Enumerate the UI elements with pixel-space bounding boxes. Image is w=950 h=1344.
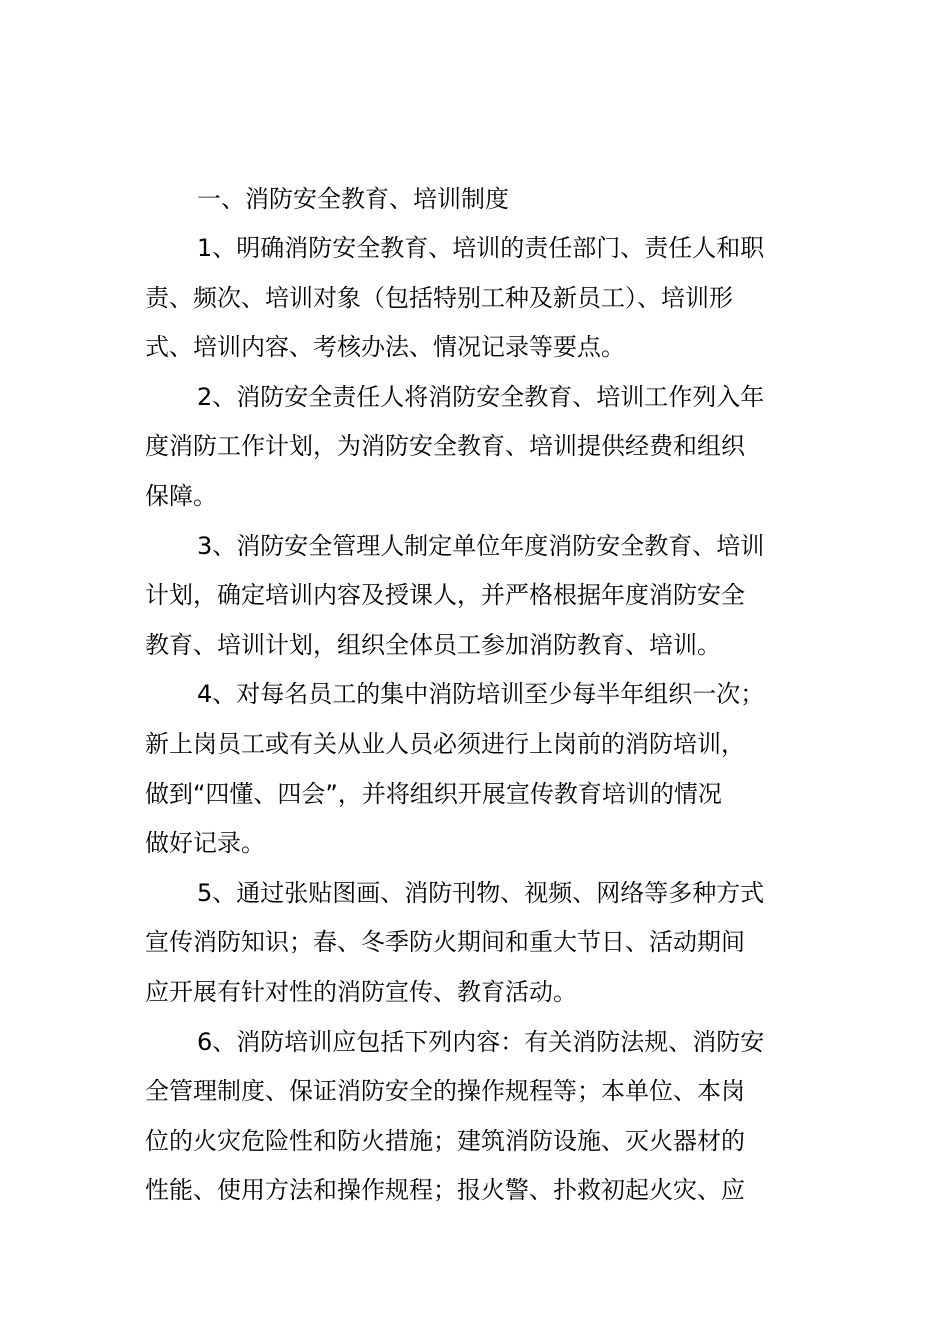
text-line: 度消防工作计划，为消防安全教育、培训提供经费和组织 [145,432,745,461]
document-body [145,174,809,1216]
text-line: 6、消防培训应包括下列内容：有关消防法规、消防安 [197,1027,765,1056]
paragraph-6 [145,1018,809,1216]
text-line: 保障。 [145,481,217,510]
text-line: 宣传消防知识；春、冬季防火期间和重大节日、活动期间 [145,928,745,957]
text-line: 做到“四懂、四会”，并将组织开展宣传教育培训的情况 [145,779,722,808]
text-line: 全管理制度、保证消防安全的操作规程等；本单位、本岗 [145,1077,745,1106]
text-line: 新上岗员工或有关从业人员必须进行上岗前的消防培训， [145,729,745,758]
section-heading: 一、消防安全教育、培训制度 [197,185,509,213]
text-line: 位的火灾危险性和防火措施；建筑消防设施、灭火器材的 [145,1126,745,1155]
paragraph-4 [145,670,809,868]
text-line: 1、明确消防安全教育、培训的责任部门、责任人和职 [197,234,765,262]
paragraph-2 [145,373,809,522]
paragraph-5 [145,869,809,1018]
paragraph-1 [145,224,809,373]
text-line: 责、频次、培训对象（包括特别工种及新员工）、培训形 [145,283,733,312]
text-line: 应开展有针对性的消防宣传、教育活动。 [145,977,577,1006]
text-line: 5、通过张贴图画、消防刊物、视频、网络等多种方式 [197,878,765,907]
text-line: 做好记录。 [145,829,265,858]
paragraph-3 [145,522,809,671]
text-line: 4、对每名员工的集中消防培训至少每半年组织一次； [197,680,765,709]
text-line: 性能、使用方法和操作规程；报火警、扑救初起火灾、应 [145,1176,745,1205]
text-line: 2、消防安全责任人将消防安全教育、培训工作列入年 [197,382,765,411]
text-line: 教育、培训计划，组织全体员工参加消防教育、培训。 [145,630,721,659]
text-line: 式、培训内容、考核办法、情况记录等要点。 [145,333,625,362]
text-line: 3、消防安全管理人制定单位年度消防安全教育、培训 [197,531,765,560]
text-line: 计划，确定培训内容及授课人，并严格根据年度消防安全 [145,581,745,610]
